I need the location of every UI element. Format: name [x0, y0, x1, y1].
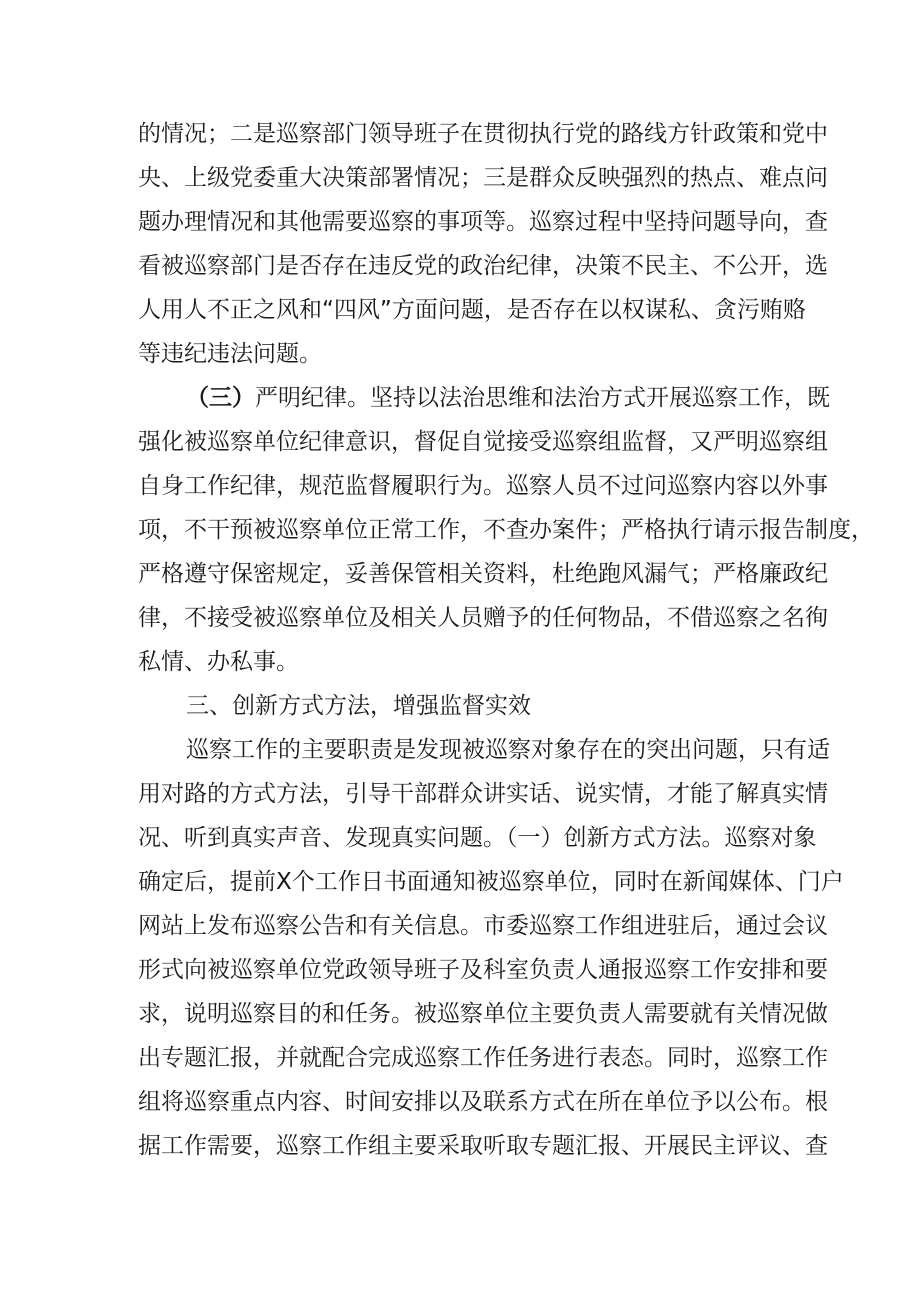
text-line: 严明纪律。坚持以法治思维和法治方式开展巡察工作，既 [255, 385, 830, 411]
text-line: 央、上级党委重大决策部署情况；三是群众反映强烈的热点、难点问 [138, 165, 828, 191]
text-line: 求，说明巡察目的和任务。被巡察单位主要负责人需要就有关情况做 [138, 1001, 828, 1027]
text-line: 网站上发布巡察公告和有关信息。市委巡察工作组进驻后，通过会议 [138, 913, 828, 939]
text-line: 自身工作纪律，规范监督履职行为。巡察人员不过问巡察内容以外事 [138, 473, 828, 499]
text-line: 强化被巡察单位纪律意识，督促自觉接受巡察组监督，又严明巡察组 [138, 429, 828, 455]
subsection-number: （三） [186, 385, 255, 411]
text-line: 组将巡察重点内容、时间安排以及联系方式在所在单位予以公布。根 [138, 1089, 828, 1115]
text-line: 看被巡察部门是否存在违反党的政治纪律，决策不民主、不公开，选 [138, 253, 828, 279]
text-line: 题办理情况和其他需要巡察的事项等。巡察过程中坚持问题导向，查 [138, 209, 828, 235]
text-line: 据工作需要，巡察工作组主要采取听取专题汇报、开展民主评议、查 [138, 1133, 828, 1159]
text-line: 出专题汇报，并就配合完成巡察工作任务进行表态。同时，巡察工作 [138, 1045, 828, 1071]
section-heading: 三、创新方式方法，增强监督实效 [186, 693, 531, 719]
text-line: 确定后，提前X个工作日书面通知被巡察单位，同时在新闻媒体、门户 [138, 869, 844, 895]
text-line: 形式向被巡察单位党政领导班子及科室负责人通报巡察工作安排和要 [138, 957, 828, 983]
text-line: 律，不接受被巡察单位及相关人员赠予的任何物品，不借巡察之名徇 [138, 605, 828, 631]
text-line: 等违纪违法问题。 [138, 341, 322, 367]
text-line: 项，不干预被巡察单位正常工作，不查办案件；严格执行请示报告制度， [138, 517, 874, 543]
text-line: 用对路的方式方法，引导干部群众讲实话、说实情，才能了解真实情 [138, 781, 828, 807]
text-line-lead [186, 376, 830, 420]
text-line: 巡察工作的主要职责是发现被巡察对象存在的突出问题，只有适 [186, 737, 830, 763]
text-line: 私情、办私事。 [138, 649, 299, 675]
text-line: 严格遵守保密规定，妥善保管相关资料，杜绝跑风漏气；严格廉政纪 [138, 561, 828, 587]
text-line: 况、听到真实声音、发现真实问题。（一）创新方式方法。巡察对象 [138, 825, 817, 851]
text-line: 的情况；二是巡察部门领导班子在贯彻执行党的路线方针政策和党中 [138, 121, 828, 147]
text-line: 人用人不正之风和“四风”方面问题，是否存在以权谋私、贪污贿赂 [138, 297, 806, 323]
